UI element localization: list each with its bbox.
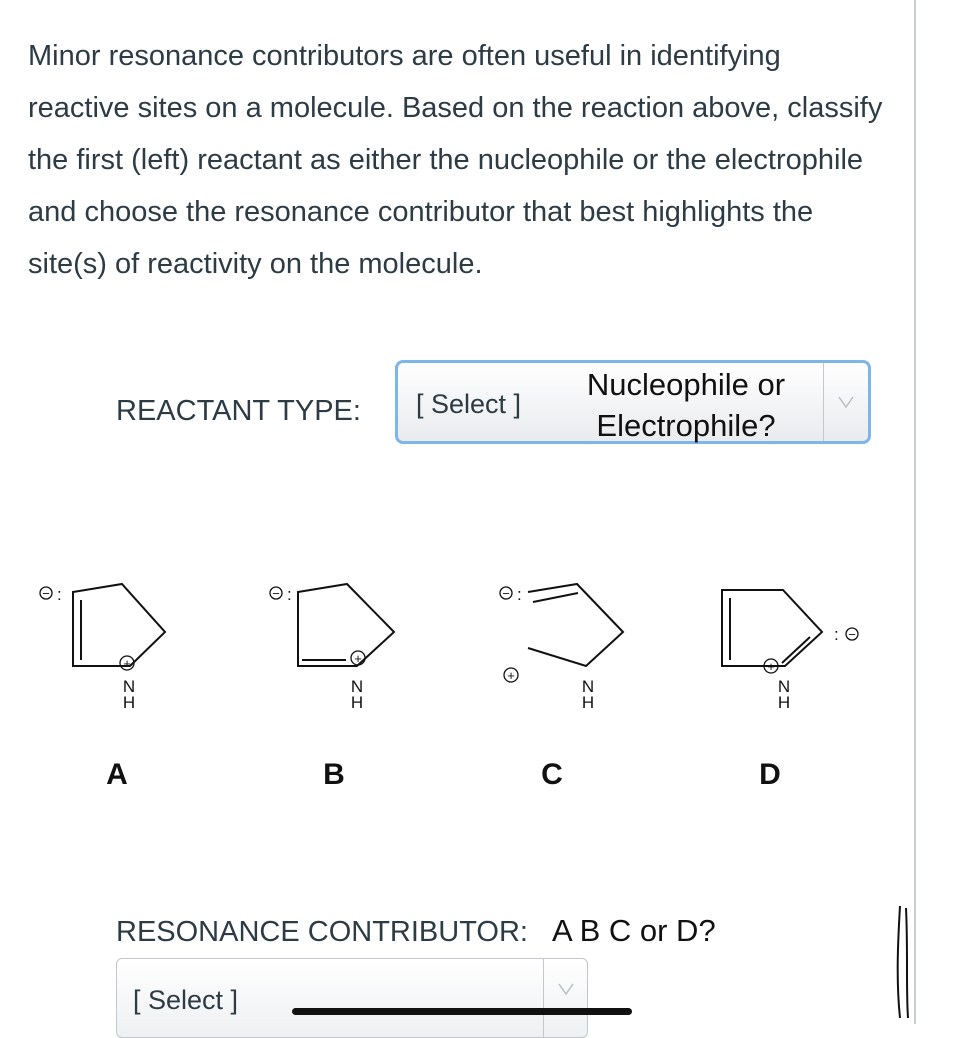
nitrogen-atom-d: N <box>777 677 791 696</box>
resonance-contributor-row <box>116 913 716 949</box>
resonance-contributor-label: RESONANCE CONTRIBUTOR: <box>116 916 528 948</box>
svg-text:+: + <box>354 651 362 666</box>
structure-label-b: B <box>323 758 345 791</box>
svg-text::: : <box>287 585 292 604</box>
structure-label-a: A <box>106 758 128 791</box>
svg-text:−: − <box>42 586 50 601</box>
svg-text::: : <box>517 585 522 604</box>
chevron-down-icon <box>823 363 868 441</box>
page-right-border <box>914 0 916 1024</box>
structure-label-c: C <box>541 758 563 791</box>
nitrogen-atom-b: N <box>350 677 364 696</box>
question-text: Minor resonance contributors are often useful in identifying reactive sites on a molecule. Based on the reaction above, classify the first (left) reactant as either the nucleophile or the electrophile and choose the resonance contributor that best highlights the site(s) of reactivity on the molecule. <box>28 40 883 280</box>
hydrogen-atom-b: H <box>350 693 364 712</box>
reactant-type-select-value: [ Select ] <box>416 389 522 419</box>
reactant-type-label: REACTANT TYPE: <box>116 395 361 427</box>
resonance-structures <box>0 560 914 800</box>
chevron-down-icon <box>543 959 587 1037</box>
svg-text::: : <box>834 625 839 644</box>
svg-text:+: + <box>507 668 515 683</box>
nitrogen-atom-a: N <box>122 677 136 696</box>
pen-underline-mark <box>292 1008 632 1015</box>
svg-text:−: − <box>502 586 510 601</box>
hydrogen-atom-c: H <box>581 693 595 712</box>
resonance-contributor-select-value: [ Select ] <box>133 985 239 1015</box>
svg-text::: : <box>57 585 62 604</box>
svg-text:−: − <box>272 586 280 601</box>
pen-bracket-mark <box>884 900 914 1024</box>
structure-label-d: D <box>759 758 781 791</box>
reactant-type-annotation: Nucleophile or Electrophile? <box>586 367 786 443</box>
hydrogen-atom-a: H <box>122 693 136 712</box>
resonance-contributor-select[interactable] <box>116 958 588 1038</box>
svg-text:+: + <box>767 659 775 674</box>
resonance-contributor-annotation: A B C or D? <box>552 913 716 948</box>
svg-text:−: − <box>848 627 856 642</box>
nitrogen-atom-c: N <box>581 677 595 696</box>
svg-text:+: + <box>123 656 131 671</box>
hydrogen-atom-d: H <box>777 693 791 712</box>
